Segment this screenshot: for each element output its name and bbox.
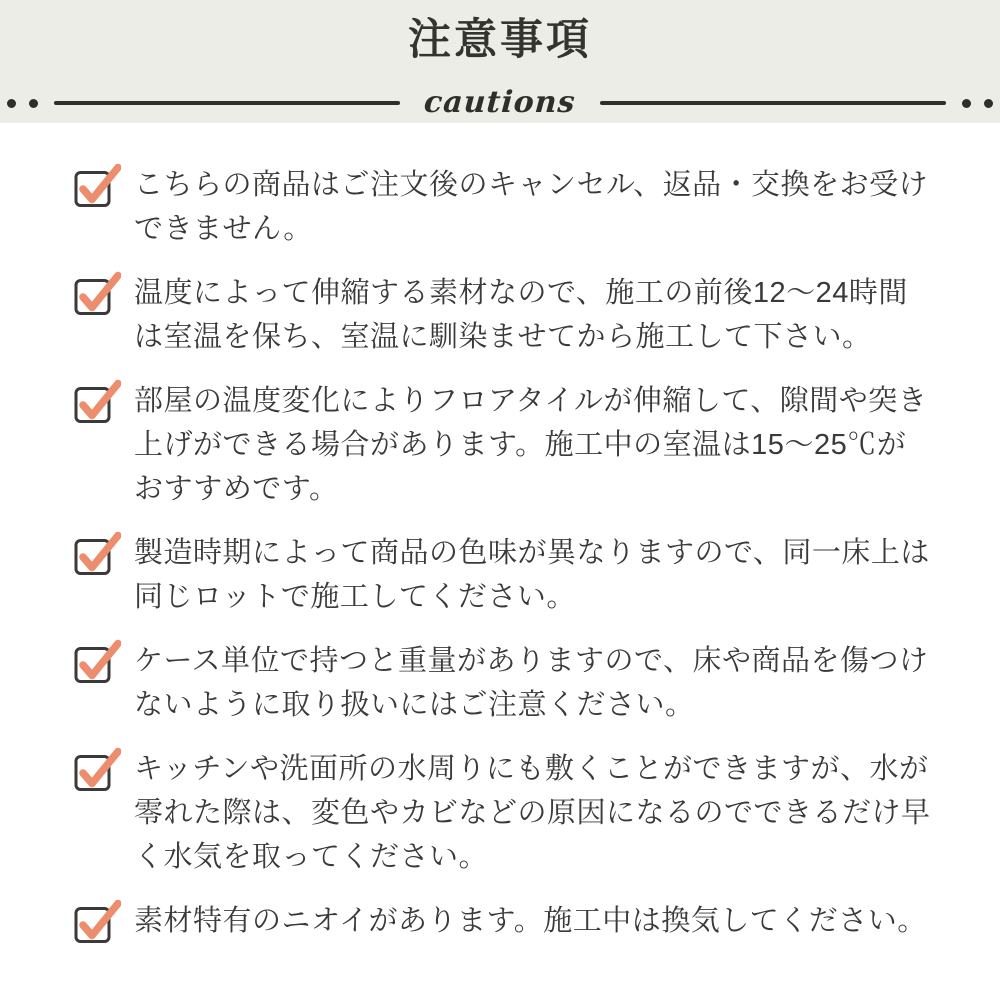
divider-dot xyxy=(984,99,993,108)
checkbox-checked-icon xyxy=(74,379,121,423)
caution-item xyxy=(74,531,934,619)
checkbox-checked-icon xyxy=(74,639,121,683)
divider-line xyxy=(600,101,946,105)
cautions-content xyxy=(0,123,1000,943)
checkbox-checked-icon xyxy=(74,747,121,791)
caution-text: 温度によって伸縮する素材なので、施工の前後12〜24時間は室温を保ち、室温に馴染ませてから施工して下さい。 xyxy=(134,277,908,353)
caution-item xyxy=(74,639,934,727)
caution-item xyxy=(74,271,934,359)
caution-text: 素材特有のニオイがあります。施工中は換気してください。 xyxy=(134,905,927,937)
caution-text: ケース単位で持つと重量がありますので、床や商品を傷つけないように取り扱いにはご注意ください。 xyxy=(134,645,929,721)
caution-text: こちらの商品はご注文後のキャンセル、返品・交換をお受けできません。 xyxy=(134,169,929,245)
divider-line xyxy=(54,101,400,105)
caution-item xyxy=(74,899,934,943)
divider-dot xyxy=(29,99,38,108)
checkbox-checked-icon xyxy=(74,531,121,575)
header-divider xyxy=(0,85,1000,120)
page-title: 注意事項 xyxy=(408,16,592,64)
caution-list xyxy=(74,163,934,943)
checkbox-checked-icon xyxy=(74,163,121,207)
header-subtitle: cautions xyxy=(423,85,578,120)
caution-item xyxy=(74,163,934,251)
cautions-header xyxy=(0,0,1000,123)
checkbox-checked-icon xyxy=(74,271,121,315)
caution-text: 部屋の温度変化によりフロアタイルが伸縮して、隙間や突き上げができる場合があります。施工中の室温は15〜25℃がおすすめです。 xyxy=(134,385,928,505)
divider-dot xyxy=(962,99,971,108)
caution-text: キッチンや洗面所の水周りにも敷くことができますが、水が零れた際は、変色やカビなどの原因になるのでできるだけ早く水気を取ってください。 xyxy=(134,753,931,873)
caution-item xyxy=(74,379,934,511)
caution-text: 製造時期によって商品の色味が異なりますので、同一床上は同じロットで施工してください。 xyxy=(134,537,930,613)
checkbox-checked-icon xyxy=(74,899,121,943)
divider-dot xyxy=(7,99,16,108)
caution-item xyxy=(74,747,934,879)
